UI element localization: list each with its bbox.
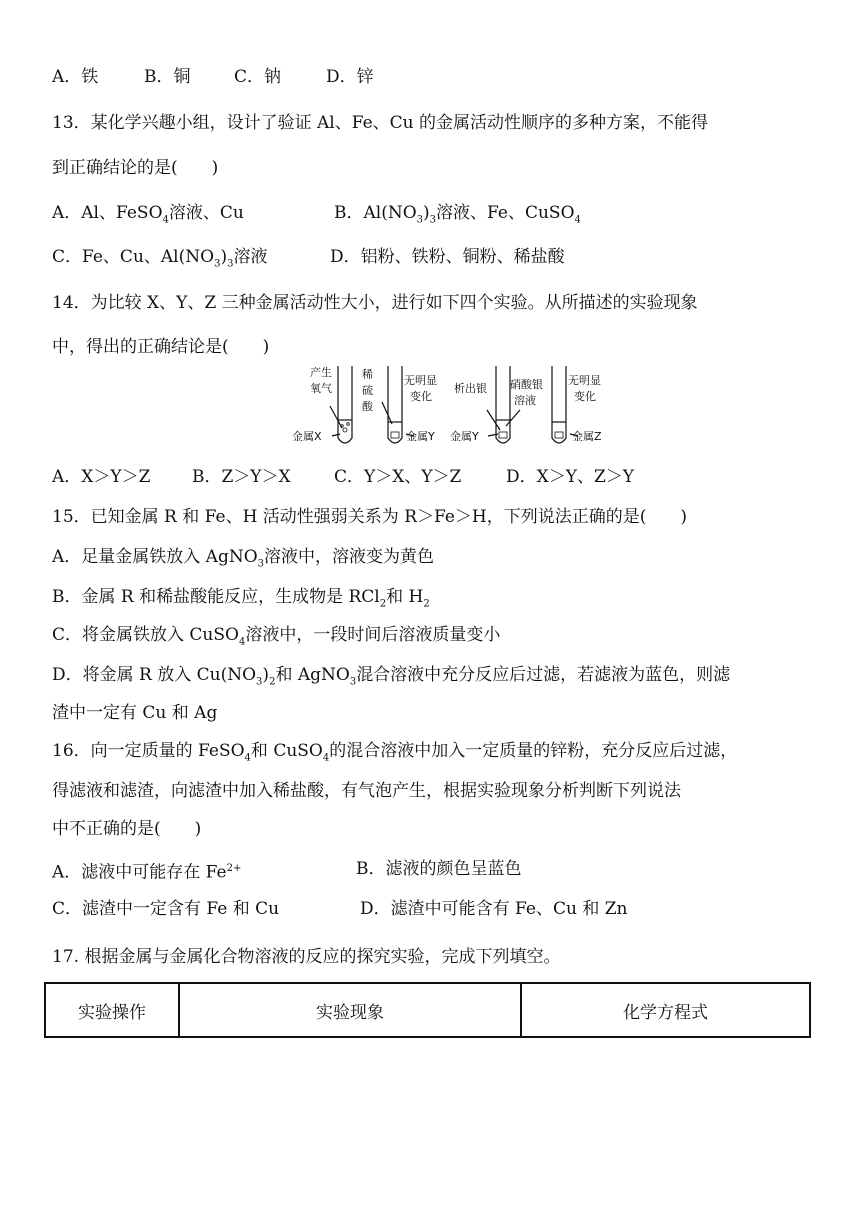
- fig-label-5b: 溶液: [514, 394, 536, 407]
- q14-option-c: C．Y＞X、Y＞Z: [334, 467, 462, 487]
- q16-option-a: A．滤液中可能存在 $Fe^{2+}$: [52, 862, 242, 883]
- fig-label-4b: 金属Y: [450, 430, 479, 443]
- fig-label-6a: 无明显: [568, 374, 601, 387]
- q13-option-d: D．铝粉、铁粉、铜粉、稀盐酸: [330, 247, 565, 267]
- q12-option-b: B．铜: [144, 67, 191, 87]
- q14-option-d: D．X＞Y、Z＞Y: [506, 467, 634, 487]
- fig-label-1a: 产生: [310, 366, 332, 379]
- fig-label-3c: 金属Y: [406, 430, 435, 443]
- test-tube-2: [388, 366, 402, 443]
- q17-stem: 17. 根据金属与金属化合物溶液的反应的探究实验，完成下列填空。: [52, 947, 561, 967]
- q13-stem-line1: 13．某化学兴趣小组，设计了验证 Al、Fe、Cu 的金属活动性顺序的多种方案，不能得: [52, 113, 709, 133]
- header-phenomenon: 实验现象: [179, 983, 521, 1037]
- fig-label-5a: 硝酸银: [510, 378, 543, 391]
- fig-label-3b: 变化: [410, 390, 432, 403]
- q13-option-a: A．Al、FeSO$_4$溶液、Cu: [52, 203, 244, 226]
- experiment-table: [44, 982, 811, 1038]
- fig-label-1c: 金属X: [292, 430, 322, 443]
- q13-option-c: C．Fe、Cu、$Al(NO_3)_3$溶液: [52, 247, 268, 270]
- q15-stem: 15．已知金属 R 和 Fe、H 活动性强弱关系为 R＞Fe＞H，下列说法正确的是( ): [52, 507, 688, 527]
- fig-label-2b: 硫: [362, 384, 373, 397]
- q12-option-a: A．铁: [52, 67, 99, 87]
- q15-option-a: A．足量金属铁放入 AgNO$_3$溶液中，溶液变为黄色: [52, 547, 435, 570]
- q14-option-a: A．X＞Y＞Z: [52, 467, 151, 487]
- q12-option-d: D．锌: [326, 67, 374, 87]
- q16-option-b: B．滤液的颜色呈蓝色: [356, 859, 522, 879]
- q13-stem-line2: 到正确结论的是( ): [52, 158, 219, 178]
- fig-label-1b: 氧气: [310, 382, 332, 395]
- q16-stem-line2: 得滤液和滤渣，向滤渣中加入稀盐酸，有气泡产生，根据实验现象分析判断下列说法: [52, 781, 681, 801]
- q16-stem-line1: 16．向一定质量的 FeSO$_4$和 CuSO$_4$的混合溶液中加入一定质量的锌粉，充分反应后过滤，: [52, 741, 738, 764]
- test-tube-3: [496, 366, 510, 443]
- q15-option-b: B．金属 R 和稀盐酸能反应，生成物是 RCl$_2$和 $H_2$: [52, 587, 430, 610]
- q15-option-d-line2: 渣中一定有 Cu 和 Ag: [52, 703, 218, 723]
- test-tube-4: [552, 366, 566, 443]
- fig-label-4a: 析出银: [454, 382, 487, 395]
- test-tubes-figure: [290, 362, 620, 454]
- q14-stem-line2: 中，得出的正确结论是( ): [52, 337, 270, 357]
- q15-option-d-line1: D．将金属 R 放入 $Cu(NO_3)_2$和 AgNO$_3$混合溶液中充分反应后过滤，若滤液为蓝色，则滤: [52, 665, 731, 688]
- q16-option-c: C．滤渣中一定含有 Fe 和 Cu: [52, 899, 280, 919]
- q12-option-c: C．钠: [234, 67, 282, 87]
- fig-label-6b: 变化: [574, 390, 596, 403]
- test-tube-1: [338, 366, 352, 443]
- fig-label-2a: 稀: [362, 368, 373, 381]
- q13-option-b: B．$Al(NO_3)_3$溶液、Fe、CuSO$_4$: [334, 203, 581, 226]
- header-operation: 实验操作: [45, 983, 179, 1037]
- table-header-row: [45, 983, 810, 1037]
- fig-label-3a: 无明显: [404, 374, 437, 387]
- q15-option-c: C．将金属铁放入 CuSO$_4$溶液中，一段时间后溶液质量变小: [52, 625, 501, 648]
- header-equation: 化学方程式: [521, 983, 810, 1037]
- q16-stem-line3: 中不正确的是( ): [52, 819, 202, 839]
- fig-label-2c: 酸: [362, 400, 373, 413]
- q14-option-b: B．Z＞Y＞X: [192, 467, 291, 487]
- fig-label-6c: 金属Z: [572, 430, 602, 443]
- q14-stem-line1: 14．为比较 X、Y、Z 三种金属活动性大小，进行如下四个实验。从所描述的实验现象: [52, 293, 698, 313]
- q16-option-d: D．滤渣中可能含有 Fe、Cu 和 Zn: [360, 899, 628, 919]
